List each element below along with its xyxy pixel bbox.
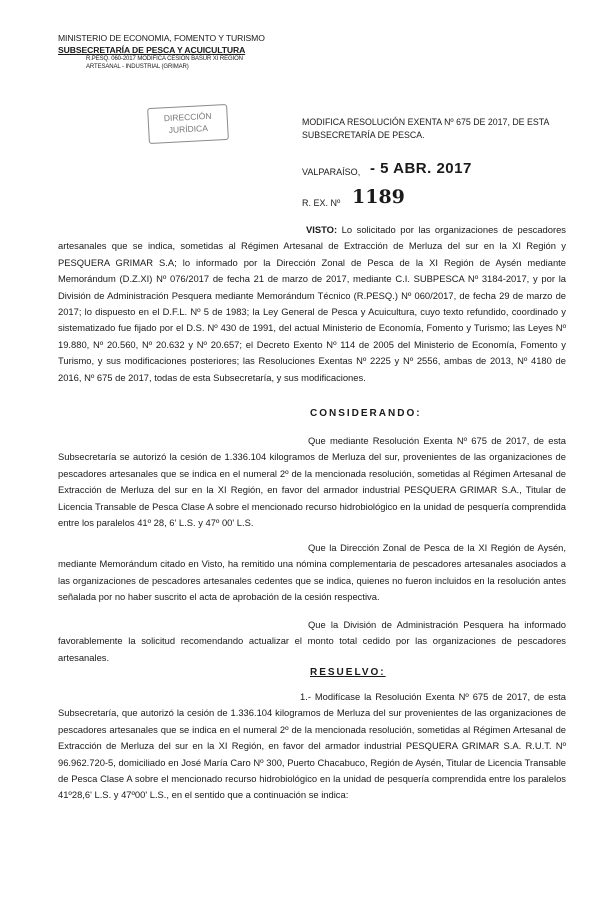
considerando-paragraph-3: Que la División de Administración Pesquera ha informado favorablemente la solicitud recomendando actualizar el monto total cedido por las organizaciones de pescadores artesanales. <box>58 619 566 663</box>
reference-code: R.PESQ. 060-2017 MODIFICA CESIÓN BASUR XI REGIÓN <box>86 56 243 62</box>
resuelvo-paragraph-1: 1.- Modifícase la Resolución Exenta Nº 675 de 2017, de esta Subsecretaría, que autorizó la cesión de 1.336.104 kilogramos de Merluza del sur provenientes de las organizaciones de pescadores artesanales que se indica en el numeral 2º de la mencionada resolución, sometidas al Régimen Artesanal de Extracción de Merluza del sur en la XI Región, en favor del armador industrial PESQUERA GRIMAR S.A. R.U.T. Nº 96.962.720-5, domiciliado en José María Caro Nº 300, Puerto Chacabuco, Región de Aysén, Titular de Licencia Transable de Pesca Clase A sobre el mencionado recurso hidrobiológico en la unidad de pesquería comprendida entre los paralelos 41º28,6' L.S. y 47º00' L.S., en el sentido que a continuación se indica: <box>58 691 566 801</box>
visto-paragraph <box>58 222 566 386</box>
visto-text: Lo solicitado por las organizaciones de pescadores artesanales que se indica, sometidas al Régimen Artesanal de Extracción de Merluza del sur en la XI Región y PESQUERA GRIMAR S.A; lo informado por la Dirección Zonal de Pesca de la XI Región de Aysén mediante Memorándum (D.Z.XI) Nº 076/2017 de fecha 21 de marzo de 2017, mediante C.I. SUBPESCA Nº 3184-2017, y por la División de Administración Pesquera mediante Memorándum Técnico (R.PESQ.) Nº 060/2017, de fecha 29 de marzo de 2017; lo dispuesto en el D.F.L. Nº 5 de 1983; la Ley General de Pesca y Acuicultura, cuyo texto refundido, coordinado y sistematizado fue fijado por el D.S. Nº 430 de 1991, del actual Ministerio de Economía, Fomento y Turismo; las Leyes Nº 19.880, Nº 20.560, Nº 20.632 y Nº 20.657; el Decreto Exento Nº 114 de 2005 del Ministerio de Economía, Fomento y Turismo, y sus modificaciones posteriores; las Resoluciones Exentas Nº 2225 y Nº 2556, ambas de 2013, Nº 4180 de 2016, Nº 675 de 2017, todas de esta Subsecretaría, y sus modificaciones. <box>58 224 566 383</box>
stamp-line-1: DIRECCIÓN <box>163 110 212 124</box>
considerando-heading: CONSIDERANDO: <box>310 408 422 419</box>
resolution-number: 1189 <box>352 186 405 208</box>
visto-label: VISTO: <box>306 224 338 235</box>
stamp-line-2: JURÍDICA <box>168 122 209 136</box>
considerando-paragraph-1: Que mediante Resolución Exenta Nº 675 de 2017, de esta Subsecretaría se autorizó la cesión de 1.336.104 kilogramos de Merluza del sur, provenientes de las organizaciones de pescadores artesanales que se indica en el numeral 2º de la mencionada resolución, sometidas al Régimen Artesanal de Extracción de Merluza del sur en la XI Región, en favor del armador industrial PESQUERA GRIMAR S.A., Titular de Licencia Transable de Pesca Clase A sobre el mencionado recurso hidrobiológico en la unidad de pesquería comprendida entre los paralelos 41º 28, 6' L.S. y 47º 00' L.S. <box>58 435 566 529</box>
reference-subtitle: ARTESANAL - INDUSTRIAL (GRIMAR) <box>86 64 189 70</box>
resolution-label: R. EX. Nº <box>302 198 341 208</box>
document-subject: MODIFICA RESOLUCIÓN EXENTA Nº 675 DE 2017, DE ESTA SUBSECRETARÍA DE PESCA. <box>302 117 549 140</box>
legal-department-stamp <box>147 104 229 144</box>
document-date: - 5 ABR. 2017 <box>370 160 472 177</box>
resuelvo-heading: RESUELVO: <box>310 667 386 678</box>
document-place: VALPARAÍSO, <box>302 167 361 177</box>
considerando-paragraph-2: Que la Dirección Zonal de Pesca de la XI Región de Aysén, mediante Memorándum citado en Visto, ha remitido una nómina complementaria de pescadores artesanales asociados a las organizaciones de pescadores artesanales cedentes que se indica, quienes no fueron incluidos en la resolución antes señalada por no haber suscrito el acta de aprobación de la cesión respectiva. <box>58 542 566 603</box>
subsecretariat-name: SUBSECRETARÍA DE PESCA Y ACUICULTURA <box>58 45 246 55</box>
ministry-name: MINISTERIO DE ECONOMIA, FOMENTO Y TURISMO <box>58 33 265 43</box>
